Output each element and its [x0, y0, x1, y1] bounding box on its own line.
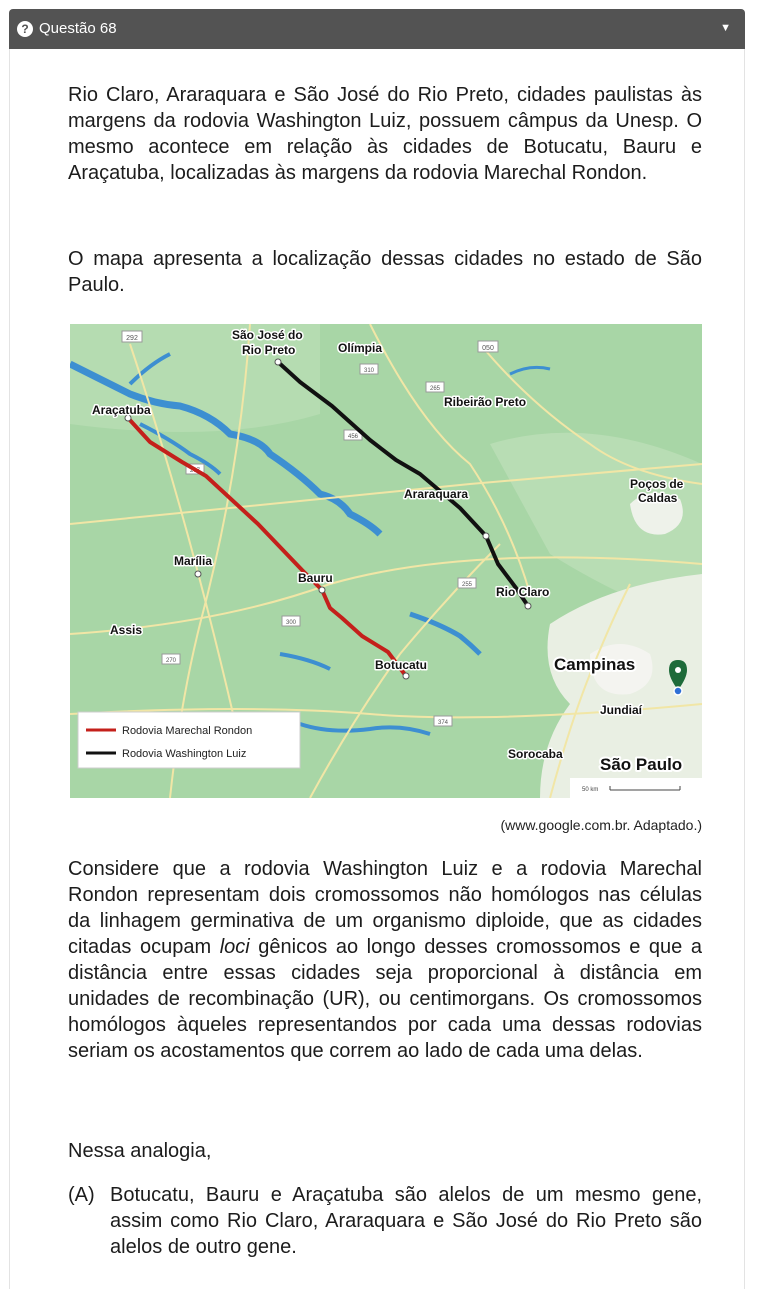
city-label-sorocaba: Sorocaba: [508, 747, 563, 761]
route-shield-310: 310: [363, 368, 375, 374]
paragraph-analogy: [68, 856, 702, 1064]
paragraph-map-intro: O mapa apresenta a localização dessas cidades no estado de São Paulo.: [68, 248, 702, 296]
legend-washington-luiz: Rodovia Washington Luiz: [122, 748, 247, 760]
city-label-botucatu: Botucatu: [375, 658, 427, 672]
paragraph-analogy-part2: gênicos ao longo desses cromossomos e que a distância entre essas cidades seja proporcional à distância em unidades de recombinação (UR), ou centimorgans. Os cromossomos homólogos àqueles representandos por cada uma dessas rodovias seriam os acostamentos que correm ao lado de cada uma delas.: [68, 936, 702, 1062]
city-label-olimpia: Olímpia: [338, 341, 383, 355]
question-circle-icon: ?: [17, 21, 33, 37]
city-label-jundiai: Jundiaí: [600, 703, 643, 717]
route-shield-267: 267: [189, 468, 201, 474]
map-scale: [570, 778, 702, 798]
sao-paulo-map: [70, 324, 702, 798]
city-dot-rio-claro: [525, 603, 531, 609]
city-label-pocos-1: Poços de: [630, 477, 684, 491]
city-label-aracatuba: Araçatuba: [92, 403, 151, 417]
question-header[interactable]: [9, 9, 745, 49]
city-label-sao-jose-1: São José do: [232, 328, 303, 342]
option-a-text: Botucatu, Bauru e Araçatuba são alelos de um mesmo gene, assim como Rio Claro, Araraquara e São José do Rio Preto são alelos de outro gene.: [110, 1184, 702, 1258]
city-label-ribeirao-preto: Ribeirão Preto: [444, 395, 527, 409]
city-dot-sao-jose: [275, 359, 281, 365]
route-shield-050: 050: [482, 345, 494, 352]
city-label-marilia: Marília: [174, 554, 213, 568]
paragraph-analogy-loci: loci: [219, 936, 250, 958]
option-a-letter: (A): [68, 1184, 95, 1206]
city-dot-marilia: [195, 571, 201, 577]
city-dot-araraquara: [483, 533, 489, 539]
city-label-assis: Assis: [110, 623, 143, 637]
city-label-rio-claro: Rio Claro: [496, 585, 550, 599]
route-shield-292: 292: [126, 335, 138, 342]
city-label-pocos-2: Caldas: [638, 491, 678, 505]
city-dot-bauru: [319, 587, 325, 593]
city-label-araraquara: Araraquara: [404, 487, 469, 501]
map-source-caption: (www.google.com.br. Adaptado.): [500, 817, 702, 833]
route-shield-255: 255: [461, 582, 473, 588]
route-shield-300: 300: [285, 620, 297, 626]
city-label-bauru: Bauru: [298, 571, 333, 585]
caret-down-icon[interactable]: ▼: [720, 22, 731, 34]
route-shield-456: 456: [347, 434, 359, 440]
route-shield-270: 270: [165, 658, 177, 664]
city-label-campinas: Campinas: [554, 655, 636, 674]
city-label-sao-jose-2: Rio Preto: [242, 343, 296, 357]
city-dot-botucatu: [403, 673, 409, 679]
paragraph-analogy-part1: Considere que a rodovia Washington Luiz e a rodovia Marechal Rondon representam dois cromossomos não homólogos nas células da linhagem germinativa de um organismo diploide, que as cidades citadas ocupam: [68, 858, 702, 958]
question-title: Questão 68: [39, 20, 117, 37]
route-shield-265: 265: [429, 386, 441, 392]
legend-marechal-rondon: Rodovia Marechal Rondon: [122, 725, 253, 737]
paragraph-intro: Rio Claro, Araraquara e São José do Rio Preto, cidades paulistas às margens da rodovia Washington Luiz, possuem câmpus da Unesp. O mesmo acontece em relação às cidades de Botucatu, Bauru e Araçatuba, localizadas às margens da rodovia Marechal Rondon.: [68, 84, 702, 184]
route-shield-374: 374: [437, 720, 449, 726]
paragraph-lead: Nessa analogia,: [68, 1140, 212, 1162]
city-label-sao-paulo: São Paulo: [600, 755, 683, 774]
scale-label: 50 km: [582, 787, 599, 793]
map-legend: [78, 712, 300, 768]
